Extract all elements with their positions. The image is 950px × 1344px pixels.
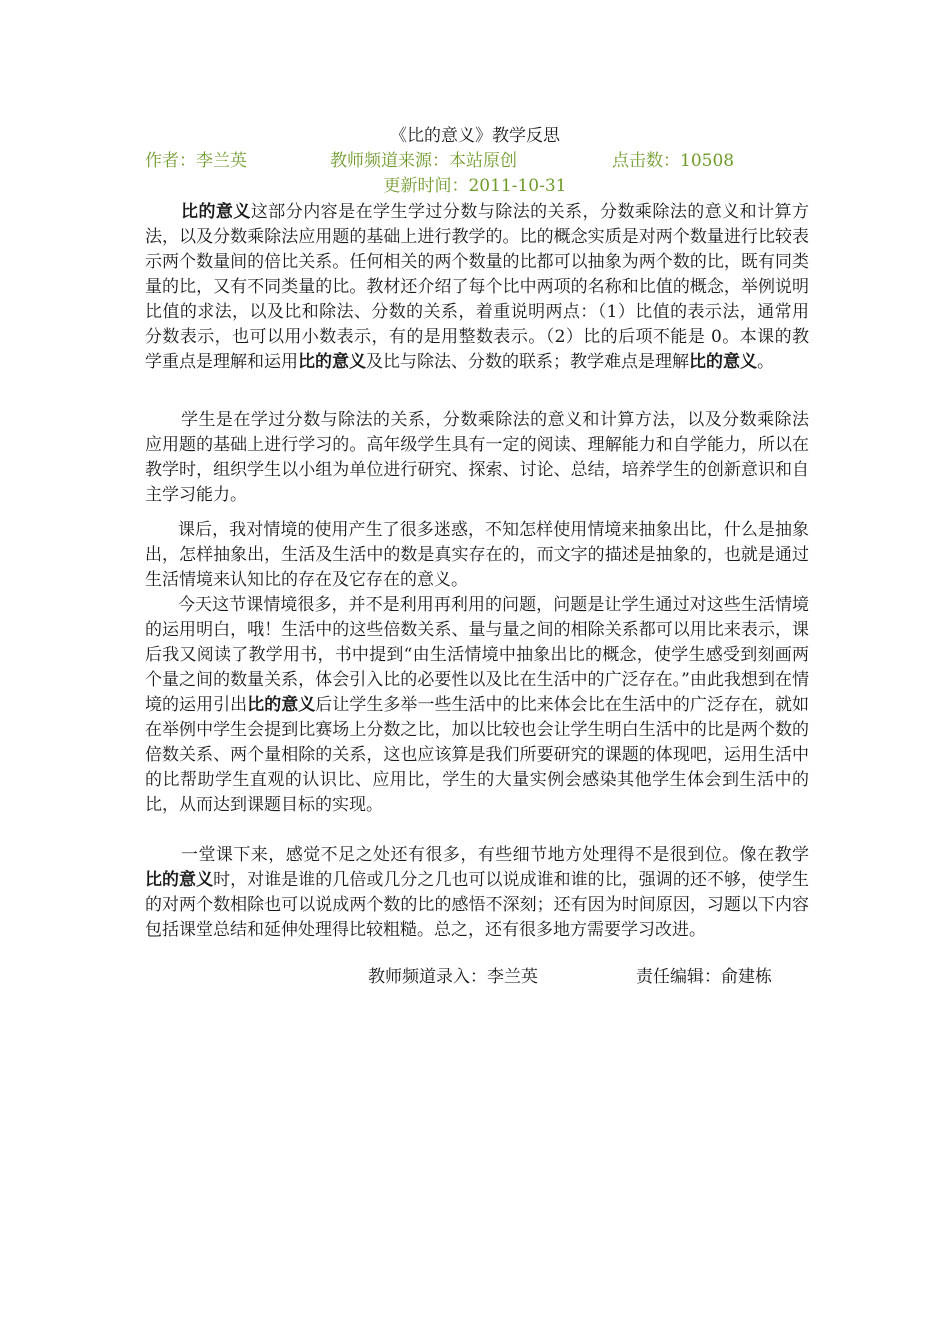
paragraph-1 [145,200,809,375]
click-count: 点击数：10508 [612,151,735,171]
paragraph-text: 一堂课下来，感觉不足之处还有很多，有些细节地方处理得不是很到位。像在教学 [181,845,809,865]
paragraph-text: 这部分内容是在学生学过分数与除法的关系，分数乘除法的意义和计算方法，以及分数乘除法应用题的基础上进行教学的。比的概念实质是对两个数量进行比较表示两个数量间的倍比关系。任何相关的两个数量的比都可以抽象为两个数的比，既有同类量的比，又有不同类量的比。教材还介绍了每个比中两项的名称和比值的概念，举例说明比值的求法，以及比和除法、分数的关系，着重说明两点：（1）比值的表示法，通常用分数表示，也可以用小数表示，有的是用整数表示。（2）比的后项不能是 0。本课的教学重点是理解和运用 [145,202,810,372]
paragraph-2 [145,408,809,508]
keyword-highlight: 比的意义 [689,352,757,372]
keyword-highlight: 比的意义 [247,695,316,715]
update-time: 更新时间：2011-10-31 [383,176,567,196]
paragraph-4 [145,593,809,818]
paragraph-text: 后让学生多举一些生活中的比来体会比在生活中的广泛存在，就如在举例中学生会提到比赛场上分数之比，加以比较也会让学生明白生活中的比是两个数的倍数关系、两个量相除的关系，这也应该算是我们所要研究的课题的体现吧，运用生活中的比帮助学生直观的认识比、应用比，学生的大量实例会感染其他学生体会到生活中的比，从而达到课题目标的实现。 [145,695,810,815]
keyword-highlight: 比的意义 [181,202,251,222]
paragraph-text: 学生是在学过分数与除法的关系，分数乘除法的意义和计算方法，以及分数乘除法应用题的基础上进行学习的。高年级学生具有一定的阅读、理解能力和自学能力，所以在教学时，组织学生以小组为单位进行研究、探索、讨论、总结，培养学生的创新意识和自主学习能力。 [145,410,809,505]
footer-entry-by: 教师频道录入：李兰英 [368,967,538,987]
paragraph-text: 时，对谁是谁的几倍或几分之几也可以说成谁和谁的比，强调的还不够，使学生的对两个数相除也可以说成两个数的比的感悟不深刻；还有因为时间原因，习题以下内容包括课堂总结和延伸处理得比较粗糙。总之，还有很多地方需要学习改进。 [145,870,810,940]
source-line: 教师频道来源：本站原创 [330,151,517,171]
paragraph-text: 。 [757,352,774,372]
paragraph-3 [145,518,809,593]
paragraph-text: 及比与除法、分数的联系；教学难点是理解 [366,352,689,372]
author-line: 作者：李兰英 [145,151,247,171]
keyword-highlight: 比的意义 [145,870,214,890]
footer-editor: 责任编辑：俞建栋 [636,967,772,987]
keyword-highlight: 比的意义 [298,352,366,372]
paragraph-5 [145,843,809,943]
document-title: 《比的意义》教学反思 [390,126,560,146]
paragraph-text: 课后，我对情境的使用产生了很多迷惑，不知怎样使用情境来抽象出比，什么是抽象出，怎样抽象出，生活及生活中的数是真实存在的，而文字的描述是抽象的，也就是通过生活情境来认知比的存在及它存在的意义。 [145,520,809,590]
paragraph-text: 今天这节课情境很多，并不是利用再利用的问题，问题是让学生通过对这些生活情境的运用明白，哦！生活中的这些倍数关系、量与量之间的相除关系都可以用比来表示，课后我又阅读了教学用书，书中提到“由生活情境中抽象出比的概念，使学生感受到刻画两个量之间的数量关系，体会引入比的必要性以及比在生活中的广泛存在。”由此我想到在情境的运用引出 [145,595,809,715]
